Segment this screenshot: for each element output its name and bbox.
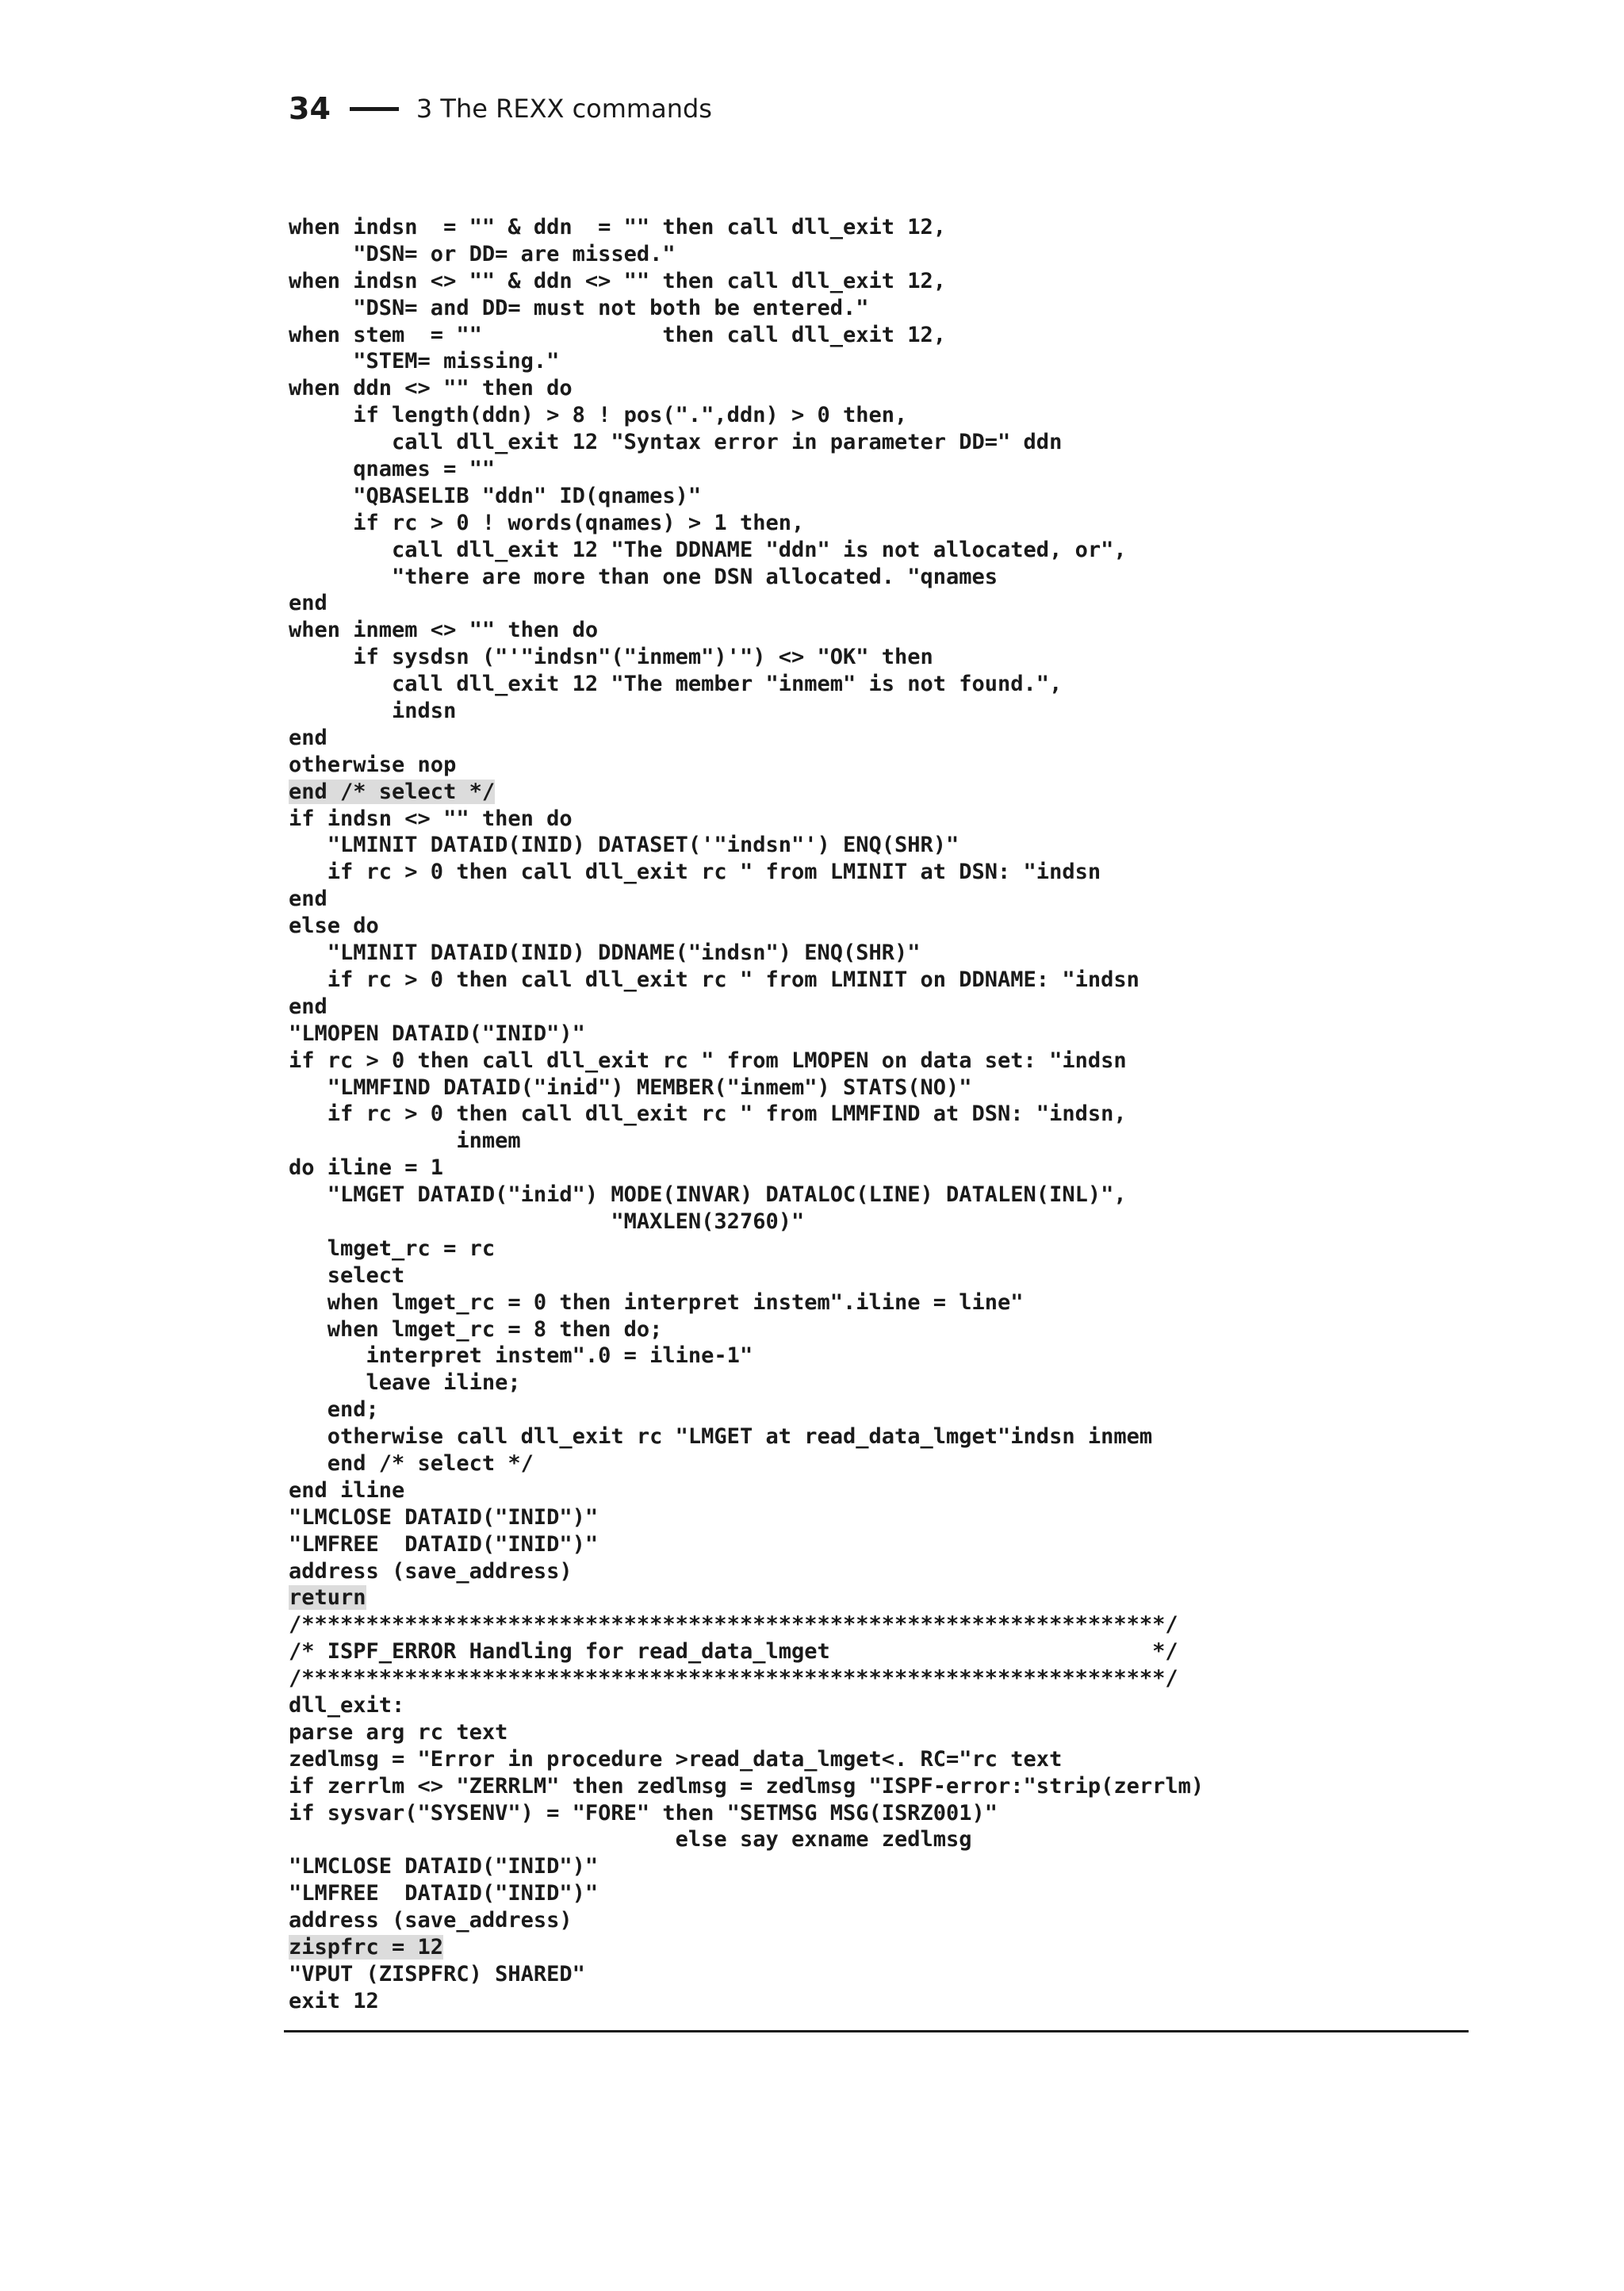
code-line-text: else say exname zedlmsg <box>289 1827 972 1852</box>
code-line-text: if rc > 0 then call dll_exit rc " from LMINIT on DDNAME: "indsn <box>289 967 1139 992</box>
code-line-text: "LMINIT DATAID(INID) DATASET('"indsn"') ENQ(SHR)" <box>289 833 959 858</box>
code-line-text: if sysdsn ("'"indsn"("inmem")'") <> "OK" then <box>289 645 933 670</box>
code-line-text: parse arg rc text <box>289 1719 508 1745</box>
code-line <box>289 241 1204 268</box>
code-line-text: when indsn = "" & ddn = "" then call dll_exit 12, <box>289 215 947 239</box>
code-line-text: if rc > 0 then call dll_exit rc " from LMMFIND at DSN: "indsn, <box>289 1101 1127 1127</box>
code-line <box>289 1826 1204 1853</box>
code-line-text: address (save_address) <box>289 1558 573 1584</box>
code-line-text: if indsn <> "" then do <box>289 806 573 831</box>
code-line <box>289 859 1204 886</box>
code-line-text: if rc > 0 ! words(qnames) > 1 then, <box>289 510 805 535</box>
code-line-text: if length(ddn) > 8 ! pos(".",ddn) > 0 then, <box>289 403 908 428</box>
code-line <box>289 644 1204 671</box>
code-line <box>289 1584 1204 1611</box>
code-listing <box>289 214 1204 2015</box>
code-line <box>289 617 1204 644</box>
code-line-text: if rc > 0 then call dll_exit rc " from LMINIT at DSN: "indsn <box>289 860 1101 885</box>
code-line-text: /*******************************************************************/ <box>289 1612 1178 1638</box>
code-line <box>289 1396 1204 1423</box>
code-line-text: end <box>289 591 327 616</box>
code-line <box>289 1289 1204 1316</box>
chapter-title: 3 The REXX commands <box>416 94 712 124</box>
code-line-text: call dll_exit 12 "The member "inmem" is not found.", <box>289 672 1063 697</box>
code-line <box>289 886 1204 913</box>
code-line <box>289 1880 1204 1907</box>
code-line-text: otherwise nop <box>289 752 457 777</box>
code-line-text: "LMFREE DATAID("INID")" <box>289 1881 599 1906</box>
code-line-text: end <box>289 887 327 912</box>
code-line <box>289 1611 1204 1638</box>
code-line <box>289 295 1204 322</box>
code-line <box>289 268 1204 295</box>
code-line-text: /*******************************************************************/ <box>289 1666 1178 1691</box>
bottom-rule <box>284 2030 1469 2032</box>
code-line-text: zedlmsg = "Error in procedure >read_data_lmget<. RC="rc text <box>289 1746 1063 1772</box>
code-line <box>289 1477 1204 1504</box>
code-line <box>289 348 1204 375</box>
code-line-text: "STEM= missing." <box>289 349 560 374</box>
code-line-text: "LMCLOSE DATAID("INID")" <box>289 1854 599 1879</box>
code-line-text: when lmget_rc = 0 then interpret instem".iline = line" <box>289 1289 1024 1315</box>
code-line-text: when lmget_rc = 8 then do; <box>289 1316 663 1342</box>
code-line-text: end; <box>289 1397 379 1423</box>
code-line-text: select <box>289 1262 405 1288</box>
code-line-text: when indsn <> "" & ddn <> "" then call dll_exit 12, <box>289 268 947 293</box>
code-line <box>289 1934 1204 1961</box>
code-line <box>289 725 1204 752</box>
code-line <box>289 402 1204 429</box>
code-line <box>289 429 1204 456</box>
code-line <box>289 322 1204 349</box>
code-line-text: "MAXLEN(32760)" <box>289 1209 805 1234</box>
code-line <box>289 214 1204 241</box>
code-line-text: exit 12 <box>289 1988 379 2013</box>
code-line-text: qnames = "" <box>289 457 496 482</box>
code-line <box>289 1236 1204 1262</box>
code-line <box>289 564 1204 591</box>
code-line <box>289 1423 1204 1450</box>
code-line-text: dll_exit: <box>289 1692 405 1718</box>
code-line <box>289 1021 1204 1048</box>
code-line-text: "LMFREE DATAID("INID")" <box>289 1531 599 1557</box>
code-line <box>289 1128 1204 1155</box>
code-line-text: when inmem <> "" then do <box>289 618 599 643</box>
code-line <box>289 1262 1204 1289</box>
code-line <box>289 1531 1204 1558</box>
code-line <box>289 913 1204 940</box>
code-line-text: when ddn <> "" then do <box>289 376 573 401</box>
page-number: 34 <box>289 91 331 126</box>
code-line <box>289 1853 1204 1880</box>
code-line-text: /* ISPF_ERROR Handling for read_data_lmget */ <box>289 1639 1178 1665</box>
code-line-text: end /* select */ <box>289 1450 534 1476</box>
code-line-text: inmem <box>289 1128 521 1154</box>
header-rule <box>350 107 399 111</box>
code-line-text: "LMCLOSE DATAID("INID")" <box>289 1504 599 1530</box>
code-line <box>289 967 1204 994</box>
code-line <box>289 698 1204 725</box>
code-line <box>289 1343 1204 1370</box>
code-line <box>289 1075 1204 1101</box>
code-line <box>289 1988 1204 2015</box>
code-line-text: call dll_exit 12 "Syntax error in parameter DD=" ddn <box>289 430 1063 455</box>
code-line <box>289 1048 1204 1075</box>
code-line <box>289 1558 1204 1585</box>
code-line-text: lmget_rc = rc <box>289 1236 496 1261</box>
code-line <box>289 1182 1204 1209</box>
code-line <box>289 537 1204 564</box>
code-line <box>289 1665 1204 1692</box>
code-line <box>289 1773 1204 1800</box>
code-line <box>289 1370 1204 1396</box>
code-line <box>289 1316 1204 1343</box>
code-line-text: end <box>289 994 327 1019</box>
code-line-text: interpret instem".0 = iline-1" <box>289 1343 753 1369</box>
code-line-text: do iline = 1 <box>289 1155 444 1181</box>
code-line <box>289 1504 1204 1531</box>
code-line-text: if rc > 0 then call dll_exit rc " from LMOPEN on data set: "indsn <box>289 1048 1127 1073</box>
code-line-text: if sysvar("SYSENV") = "FORE" then "SETMSG MSG(ISRZ001)" <box>289 1800 998 1826</box>
page-header <box>289 89 712 128</box>
code-line-text: if zerrlm <> "ZERRLM" then zedlmsg = zedlmsg "ISPF-error:"strip(zerrlm) <box>289 1773 1205 1799</box>
code-line <box>289 483 1204 510</box>
code-line <box>289 1209 1204 1236</box>
code-line <box>289 1155 1204 1182</box>
code-line <box>289 1800 1204 1827</box>
code-line <box>289 779 1204 806</box>
code-line <box>289 1961 1204 1988</box>
code-line-text: "VPUT (ZISPFRC) SHARED" <box>289 1961 585 1986</box>
code-line-text: end /* select */ <box>289 779 496 804</box>
code-line <box>289 1692 1204 1719</box>
code-line-text: "QBASELIB "ddn" ID(qnames)" <box>289 483 702 508</box>
code-line-text: zispfrc = 12 <box>289 1935 444 1960</box>
code-line <box>289 456 1204 483</box>
code-line <box>289 1450 1204 1477</box>
code-line-text: indsn <box>289 699 457 724</box>
code-line-text: "LMMFIND DATAID("inid") MEMBER("inmem") STATS(NO)" <box>289 1075 972 1100</box>
code-line-text: leave iline; <box>289 1370 521 1396</box>
code-line-text: "there are more than one DSN allocated. "qnames <box>289 564 998 589</box>
code-line <box>289 1907 1204 1934</box>
code-line <box>289 375 1204 402</box>
code-line-text: "LMINIT DATAID(INID) DDNAME("indsn") ENQ(SHR)" <box>289 941 921 966</box>
code-line <box>289 806 1204 833</box>
code-line <box>289 671 1204 698</box>
code-line <box>289 1719 1204 1746</box>
code-line-text: "LMOPEN DATAID("INID")" <box>289 1021 585 1046</box>
code-line-text: return <box>289 1585 366 1611</box>
code-line <box>289 1746 1204 1773</box>
code-line-text: when stem = "" then call dll_exit 12, <box>289 322 947 347</box>
code-line <box>289 994 1204 1021</box>
code-line-text: call dll_exit 12 "The DDNAME "ddn" is not allocated, or", <box>289 537 1127 562</box>
code-line <box>289 1638 1204 1665</box>
code-line-text: else do <box>289 914 379 939</box>
code-line-text: address (save_address) <box>289 1908 573 1933</box>
code-line <box>289 940 1204 967</box>
code-line <box>289 752 1204 779</box>
code-line <box>289 832 1204 859</box>
code-line-text: "DSN= and DD= must not both be entered." <box>289 295 869 320</box>
code-line-text: end <box>289 725 327 750</box>
code-line-text: "LMGET DATAID("inid") MODE(INVAR) DATALOC(LINE) DATALEN(INL)", <box>289 1182 1127 1208</box>
code-line <box>289 1101 1204 1128</box>
code-line-text: "DSN= or DD= are missed." <box>289 241 676 266</box>
code-line <box>289 510 1204 537</box>
code-line <box>289 590 1204 617</box>
code-line-text: otherwise call dll_exit rc "LMGET at read_data_lmget"indsn inmem <box>289 1424 1153 1450</box>
code-line-text: end iline <box>289 1477 405 1503</box>
